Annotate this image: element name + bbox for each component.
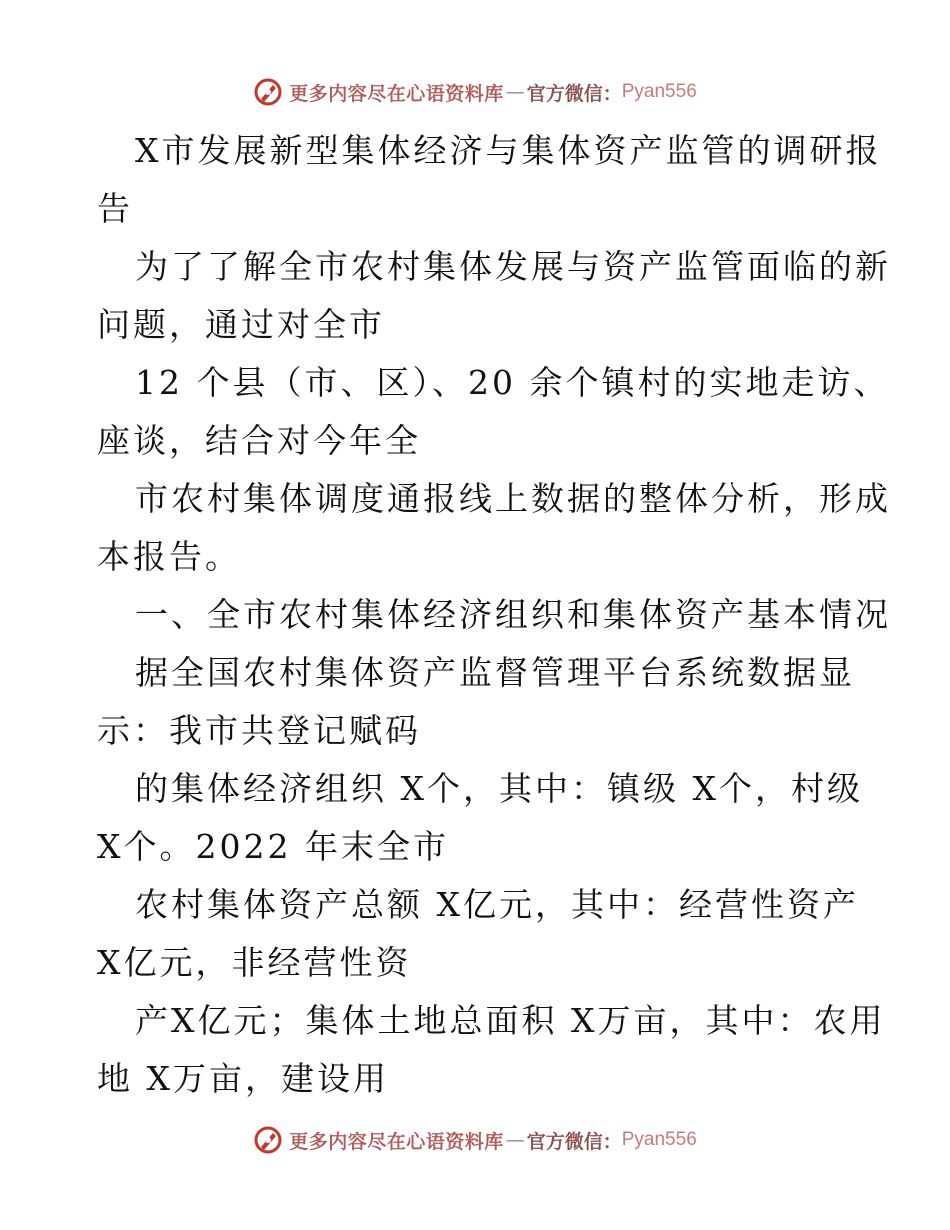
text-line: 据全国农村集体资产监督管理平台系统数据显 (135, 653, 855, 692)
text-line: 12 个县（市、区）、20 余个镇村的实地走访、 (135, 363, 890, 402)
official-label: 官方微信： (526, 82, 622, 105)
banner-dash: — (505, 81, 525, 103)
banner-dash: — (505, 1129, 525, 1151)
text-line: 市农村集体调度通报线上数据的整体分析，形成 (135, 479, 891, 518)
wechat-id: Pyan556 (621, 81, 697, 102)
text-line: 产X亿元；集体土地总面积 X万亩，其中：农用 (135, 1001, 886, 1040)
text-line: 本报告。 (97, 537, 241, 576)
header-banner (0, 72, 950, 112)
text-line: X市发展新型集体经济与集体资产监管的调研报 (135, 131, 882, 170)
promo-text: 更多内容尽在心语资料库 (289, 1130, 504, 1153)
logo-icon (253, 77, 283, 107)
text-line: 的集体经济组织 X个，其中：镇级 X个，村级 (135, 769, 863, 808)
text-line: 告 (97, 189, 133, 228)
logo-icon (253, 1125, 283, 1155)
footer-banner (0, 1120, 950, 1160)
text-line: 座谈，结合对今年全 (97, 421, 421, 460)
promo-text: 更多内容尽在心语资料库 (289, 82, 504, 105)
text-line: 地 X万亩，建设用 (97, 1059, 389, 1098)
body-text (97, 122, 891, 1108)
text-line: 示：我市共登记赋码 (97, 711, 421, 750)
wechat-id: Pyan556 (621, 1129, 697, 1150)
text-line: 问题，通过对全市 (97, 305, 385, 344)
text-line: 农村集体资产总额 X亿元，其中：经营性资产 (135, 885, 859, 924)
text-line: X个。2022 年末全市 (97, 827, 449, 866)
text-line: 为了了解全市农村集体发展与资产监管面临的新 (135, 247, 891, 286)
document-body (97, 122, 891, 1108)
text-line: X亿元，非经营性资 (97, 943, 412, 982)
official-label: 官方微信： (526, 1130, 622, 1153)
text-line: 一、全市农村集体经济组织和集体资产基本情况 (135, 595, 891, 634)
